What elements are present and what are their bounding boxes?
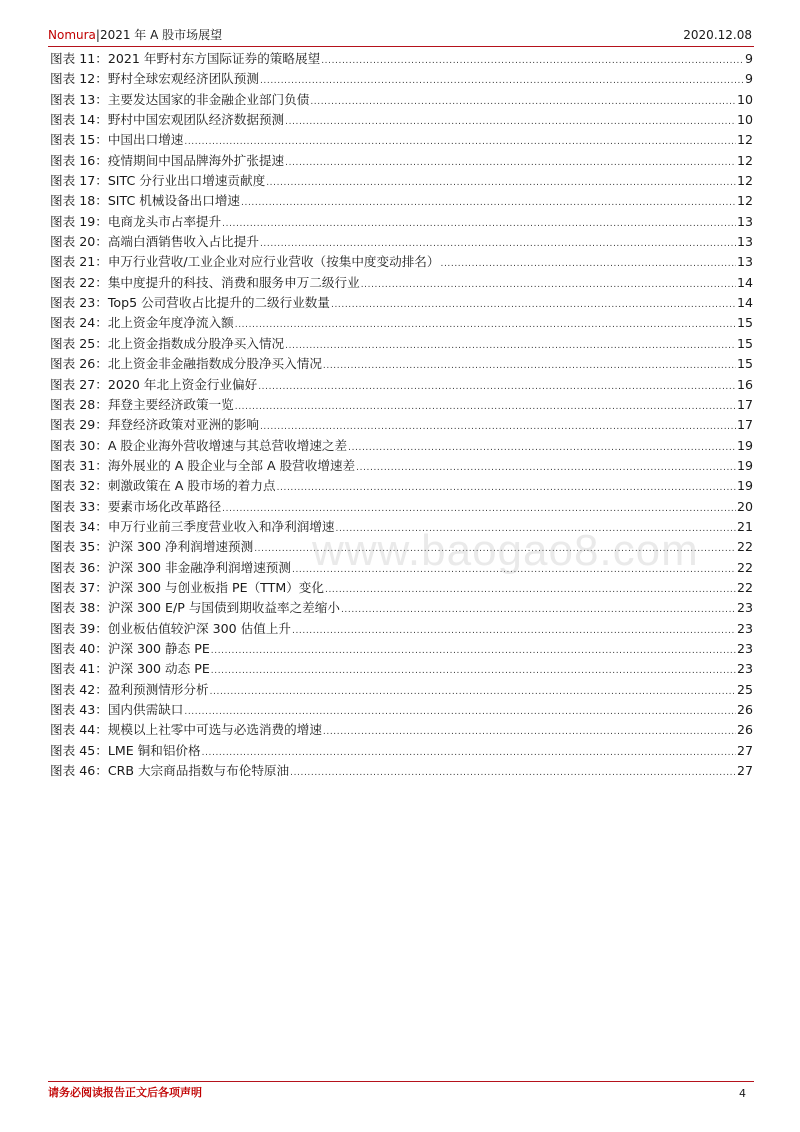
toc-entry-page: 23 [736,661,753,677]
toc-entry-label: 图表 14： [50,112,108,128]
toc-entry-page: 26 [736,722,753,738]
dot-leader [222,214,736,234]
toc-entry[interactable] [50,354,753,374]
toc-entry[interactable] [50,456,753,476]
dot-leader [260,71,744,91]
dot-leader [210,682,736,702]
toc-entry-label: 图表 15： [50,132,108,148]
toc-entry-title: 沪深 300 动态 PE [107,661,210,677]
toc-entry-title: 电商龙头市占率提升 [107,213,222,229]
dot-leader [184,702,736,722]
toc-entry-label: 图表 24： [50,315,108,331]
dot-leader [235,397,736,417]
toc-entry[interactable] [50,415,753,435]
dot-leader [336,519,736,539]
toc-entry-title: 国内供需缺口 [107,702,184,717]
dot-leader [285,153,736,173]
dot-leader [331,295,736,315]
toc-entry-label: 图表 29： [50,417,108,433]
toc-entry-label: 图表 39： [50,620,108,636]
toc-entry-label: 图表 42： [50,681,108,697]
toc-entry-label: 图表 23： [50,295,108,311]
toc-entry-page: 12 [736,193,753,209]
toc-entry-label: 图表 36： [50,559,108,575]
toc-entry[interactable] [50,741,753,761]
toc-entry-title: 海外展业的 A 股企业与全部 A 股营收增速差 [107,457,356,473]
watermark: www.baogao8.com [312,526,699,575]
dot-leader [260,417,736,437]
toc-entry-title: LME 铜和铝价格 [107,742,201,758]
toc-entry-page: 12 [736,173,753,189]
toc-entry[interactable] [50,598,753,618]
toc-entry-title: SITC 机械设备出口增速 [107,193,241,209]
toc-entry-label: 图表 22： [50,274,108,290]
toc-entry-label: 图表 16： [50,152,108,168]
toc-entry-page: 23 [736,600,753,616]
toc-entry[interactable] [50,90,753,110]
dot-leader [325,580,736,600]
toc-entry-page: 13 [736,213,753,229]
dot-leader [211,661,736,681]
page-number: 4 [739,1087,746,1100]
dot-leader [277,478,736,498]
toc-entry-page: 10 [736,91,753,107]
toc-entry-page: 19 [736,437,753,453]
dot-leader [285,336,736,356]
dot-leader [321,51,744,71]
toc-entry-label: 图表 11： [50,51,108,66]
toc-entry-title: 北上资金指数成分股净买入情况 [107,335,285,351]
toc-entry[interactable] [50,720,753,740]
toc-entry[interactable] [50,191,753,211]
toc-entry-page: 27 [736,742,753,758]
page-footer [48,1081,754,1105]
toc-entry-title: 高端白酒销售收入占比提升 [107,234,259,250]
toc-entry[interactable] [50,680,753,700]
toc-entry-page: 19 [736,478,753,494]
dot-leader [356,458,736,478]
toc-entry[interactable] [50,375,753,395]
toc-entry-page: 23 [736,620,753,636]
toc-entry[interactable] [50,49,753,69]
toc-entry-title: 2020 年北上资金行业偏好 [107,376,258,392]
dot-leader [260,234,736,254]
toc-entry-title: 北上资金非金融指数成分股净买入情况 [107,356,322,372]
toc-entry-page: 10 [736,112,753,128]
toc-entry-title: 野村中国宏观团队经济数据预测 [107,112,285,128]
toc-entry-label: 图表 17： [50,173,108,189]
toc-entry[interactable] [50,232,753,252]
toc-entry-page: 14 [736,295,753,311]
dot-leader [310,92,736,112]
toc-entry-page: 13 [736,254,753,270]
dot-leader [290,763,736,783]
document-title: 2021 年 A 股市场展望 [99,28,223,42]
toc-entry-label: 图表 13： [50,91,108,107]
toc-entry-label: 图表 27： [50,376,108,392]
dot-leader [184,132,736,152]
toc-entry-label: 图表 46： [50,763,108,779]
toc-entry-title: 野村全球宏观经济团队预测 [107,71,259,87]
toc-entry-title: Top5 公司营收占比提升的二级行业数量 [107,295,330,311]
toc-entry-title: SITC 分行业出口增速贡献度 [107,173,266,189]
toc-entry[interactable] [50,273,753,293]
toc-entry-title: 主要发达国家的非金融企业部门负债 [107,91,310,107]
toc-entry-page: 23 [736,640,753,656]
toc-entry[interactable] [50,537,753,557]
toc-entry-title: 创业板估值较沪深 300 估值上升 [107,620,291,636]
toc-entry[interactable] [50,436,753,456]
toc-entry-page: 14 [736,274,753,290]
toc-entry[interactable] [50,110,753,130]
toc-entry-title: 集中度提升的科技、消费和服务申万二级行业 [107,274,360,290]
disclaimer-note: 请务必阅读报告正文后各项声明 [48,1086,202,1099]
toc-entry-label: 图表 44： [50,722,108,738]
toc-entry-title: 沪深 300 与创业板指 PE（TTM）变化 [107,579,324,595]
toc-entry-page: 22 [736,539,753,555]
toc-entry-page: 27 [736,763,753,779]
figure-list [50,49,753,781]
toc-entry[interactable] [50,252,753,272]
toc-entry-page: 19 [736,457,753,473]
toc-entry[interactable] [50,639,753,659]
toc-entry[interactable] [50,558,753,578]
toc-entry-label: 图表 31： [50,457,108,473]
toc-entry-label: 图表 40： [50,640,108,656]
toc-entry-label: 图表 34： [50,518,108,534]
toc-entry[interactable] [50,619,753,639]
dot-leader [285,112,736,132]
toc-entry-page: 15 [736,315,753,331]
toc-entry[interactable] [50,334,753,354]
dot-leader [361,275,736,295]
toc-entry-page: 9 [744,51,753,66]
dot-leader [254,539,736,559]
toc-entry-label: 图表 26： [50,356,108,372]
toc-entry[interactable] [50,497,753,517]
toc-entry-title: 申万行业营收/工业企业对应行业营收（按集中度变动排名） [107,254,440,270]
toc-entry-page: 22 [736,559,753,575]
toc-entry[interactable] [50,659,753,679]
brand-name: Nomura [48,28,96,42]
report-date: 2020.12.08 [683,28,752,42]
toc-entry-page: 16 [736,376,753,392]
toc-entry-title: 疫情期间中国品牌海外扩张提速 [107,152,285,168]
toc-entry-title: 刺激政策在 A 股市场的着力点 [107,478,276,494]
dot-leader [292,560,736,580]
header-separator: | [95,28,100,42]
toc-entry[interactable] [50,476,753,496]
toc-entry-title: 中国出口增速 [107,132,184,148]
toc-entry-label: 图表 41： [50,661,108,677]
toc-entry-title: 沪深 300 净利润增速预测 [107,539,254,555]
toc-entry-title: 沪深 300 E/P 与国债到期收益率之差缩小 [107,600,340,616]
dot-leader [323,356,736,376]
dot-leader [202,743,736,763]
toc-entry[interactable] [50,171,753,191]
toc-entry-title: 拜登经济政策对亚洲的影响 [107,417,259,433]
toc-entry-label: 图表 37： [50,579,108,595]
toc-entry[interactable] [50,151,753,171]
toc-entry-title: 沪深 300 非金融净利润增速预测 [107,559,291,575]
toc-entry-title: A 股企业海外营收增速与其总营收增速之差 [107,437,348,453]
toc-entry-label: 图表 32： [50,478,108,494]
toc-entry-page: 13 [736,234,753,250]
toc-entry-page: 17 [736,417,753,433]
dot-leader [348,438,736,458]
toc-entry-page: 21 [736,518,753,534]
toc-entry-label: 图表 28： [50,396,108,412]
toc-entry-title: 2021 年野村东方国际证券的策略展望 [107,51,321,66]
toc-entry-label: 图表 19： [50,213,108,229]
toc-entry-label: 图表 20： [50,234,108,250]
toc-entry[interactable] [50,130,753,150]
toc-entry[interactable] [50,293,753,313]
toc-entry-label: 图表 12： [50,71,108,87]
toc-entry-label: 图表 45： [50,742,108,758]
toc-entry-label: 图表 21： [50,254,108,270]
toc-entry[interactable] [50,69,753,89]
toc-entry[interactable] [50,212,753,232]
toc-entry-label: 图表 43： [50,702,108,717]
toc-entry-label: 图表 33： [50,498,108,514]
toc-entry-page: 20 [736,498,753,514]
toc-entry[interactable] [50,700,753,720]
dot-leader [222,499,736,519]
toc-entry-label: 图表 25： [50,335,108,351]
dot-leader [235,315,736,335]
toc-entry-title: 沪深 300 静态 PE [107,640,210,656]
toc-entry[interactable] [50,578,753,598]
toc-entry[interactable] [50,517,753,537]
toc-entry-page: 26 [736,702,753,717]
toc-entry-label: 图表 18： [50,193,108,209]
toc-entry-page: 17 [736,396,753,412]
toc-entry-title: 要素市场化改革路径 [107,498,222,514]
toc-entry[interactable] [50,761,753,781]
dot-leader [292,621,736,641]
dot-leader [211,641,736,661]
dot-leader [241,193,736,213]
dot-leader [258,377,736,397]
toc-entry-page: 22 [736,579,753,595]
toc-entry-page: 15 [736,356,753,372]
toc-entry-page: 12 [736,132,753,148]
toc-entry-title: 规模以上社零中可选与必选消费的增速 [107,722,322,738]
toc-entry-page: 9 [744,71,753,87]
toc-entry-page: 25 [736,681,753,697]
dot-leader [266,173,736,193]
toc-entry-page: 12 [736,152,753,168]
toc-entry-title: 拜登主要经济政策一览 [107,396,234,412]
toc-entry-label: 图表 30： [50,437,108,453]
dot-leader [323,722,736,742]
toc-entry[interactable] [50,313,753,333]
page-header [48,26,754,47]
toc-entry[interactable] [50,395,753,415]
dot-leader [441,254,736,274]
toc-entry-label: 图表 38： [50,600,108,616]
toc-entry-title: 盈利预测情形分析 [107,681,209,697]
dot-leader [341,600,736,620]
toc-entry-label: 图表 35： [50,539,108,555]
toc-entry-title: CRB 大宗商品指数与布伦特原油 [107,763,290,779]
toc-entry-title: 申万行业前三季度营业收入和净利润增速 [107,518,335,534]
toc-entry-title: 北上资金年度净流入额 [107,315,234,331]
toc-entry-page: 15 [736,335,753,351]
